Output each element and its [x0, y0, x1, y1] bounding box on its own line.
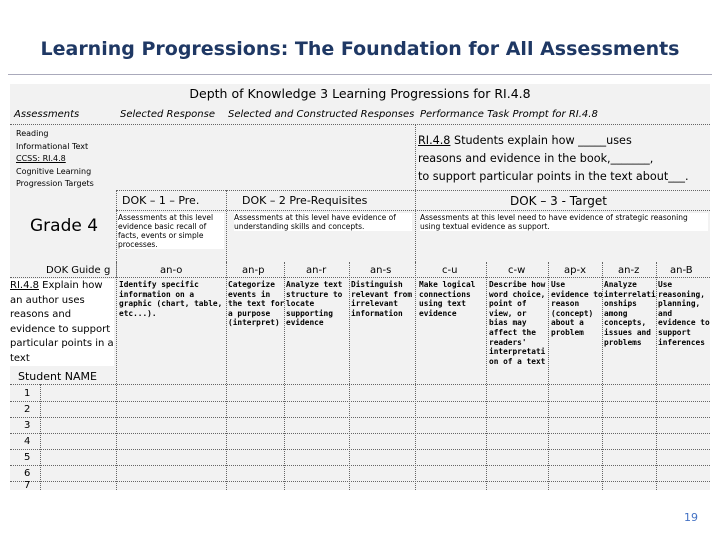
skill-an-p: Categorize events in the text for a purpose (interpret) — [228, 280, 285, 328]
divider — [10, 465, 710, 466]
divider — [10, 417, 710, 418]
dok3-description: Assessments at this level need to have evidence of strategic reasoning using textual evidence as support. — [420, 213, 708, 231]
skill-an-z: Analyze interrelati onships among concepts, issues and problems — [604, 280, 656, 347]
skill-an-b: Use reasoning, planning, and evidence to support inferences — [658, 280, 710, 347]
standard-cell — [10, 279, 114, 366]
code-an-r: an-r — [306, 265, 327, 276]
skill-c-u: Make logical connections using text evidence — [419, 280, 476, 318]
divider — [656, 262, 657, 490]
standard-text: Explain how an author uses reasons and evidence to support particular points in a text — [10, 280, 114, 364]
row-number: 1 — [24, 388, 31, 399]
header-selected-response: Selected Response — [120, 109, 216, 120]
standard-code: RI.4.8 — [10, 280, 39, 291]
prompt-line-3: to support particular points in the text about___. — [418, 170, 689, 183]
row-number: 2 — [24, 404, 31, 415]
header-performance-task: Performance Task Prompt for RI.4.8 — [420, 109, 598, 120]
performance-prompt — [418, 132, 708, 186]
student-name-header: Student NAME — [18, 370, 97, 383]
skill-an-o: Identify specific information on a graphic (chart, table, etc...). — [119, 280, 223, 318]
prompt-line-1: Students explain how _____uses — [450, 134, 632, 147]
code-an-s: an-s — [370, 265, 392, 276]
divider — [116, 262, 117, 490]
divider — [415, 124, 416, 262]
divider — [116, 210, 710, 211]
header-assessments: Assessments — [14, 109, 80, 120]
divider — [40, 384, 41, 490]
info-line: Cognitive Learning — [16, 166, 92, 176]
divider — [602, 262, 603, 490]
standard-info — [16, 128, 116, 191]
info-line: Informational Text — [16, 141, 89, 151]
prompt-code: RI.4.8 — [418, 134, 451, 147]
divider — [10, 449, 710, 450]
divider — [10, 124, 710, 125]
dok2-header: DOK – 2 Pre-Requisites — [242, 194, 368, 207]
row-number: 7 — [24, 480, 31, 491]
row-number: 6 — [24, 468, 31, 479]
divider — [415, 262, 416, 490]
skill-an-s: Distinguish relevant from irrelevant information — [351, 280, 413, 318]
divider — [349, 262, 350, 490]
code-an-p: an-p — [242, 265, 265, 276]
dok-guide-g: g — [104, 265, 111, 276]
title-divider — [8, 74, 712, 75]
row-number: 5 — [24, 452, 31, 463]
divider — [116, 190, 117, 262]
divider — [10, 433, 710, 434]
code-an-o: an-o — [160, 265, 183, 276]
divider — [10, 277, 710, 278]
slide-title: Learning Progressions: The Foundation for All Assessments — [40, 38, 680, 60]
dok1-description: Assessments at this level evidence basic recall of facts, events or simple processes. — [118, 213, 224, 249]
page-number: 19 — [684, 511, 698, 524]
info-line: Progression Targets — [16, 179, 94, 188]
divider — [548, 262, 549, 490]
skill-c-w: Describe how word choice, point of view, or bias may affect the readers' interpretati on of a text — [489, 280, 546, 366]
divider — [486, 262, 487, 490]
code-c-u: c-u — [442, 265, 458, 276]
code-an-b: an-B — [670, 265, 693, 276]
row-number: 4 — [24, 436, 31, 447]
dok2-description: Assessments at this level have evidence of understanding skills and concepts. — [234, 213, 412, 231]
divider — [10, 401, 710, 402]
code-ap-x: ap-x — [564, 265, 587, 276]
skill-ap-x: Use evidence to reason (concept) about a problem — [551, 280, 603, 337]
divider — [226, 262, 227, 490]
table-title: Depth of Knowledge 3 Learning Progressions for RI.4.8 — [189, 86, 531, 101]
divider — [10, 481, 710, 482]
dok3-header: DOK – 3 - Target — [510, 194, 607, 208]
dok1-header: DOK – 1 – Pre. — [122, 194, 200, 207]
info-line: CCSS: RI.4.8 — [16, 154, 66, 163]
header-selected-constructed: Selected and Constructed Responses — [228, 109, 415, 120]
info-line: Reading — [16, 129, 49, 138]
divider — [284, 262, 285, 490]
row-number: 3 — [24, 420, 31, 431]
divider — [226, 190, 227, 262]
dok-guide-label: DOK Guide — [46, 265, 101, 276]
code-an-z: an-z — [618, 265, 640, 276]
code-c-w: c-w — [508, 265, 526, 276]
skill-an-r: Analyze text structure to locate supporting evidence — [286, 280, 343, 328]
divider — [10, 384, 710, 385]
divider — [116, 190, 710, 191]
prompt-line-2: reasons and evidence in the book,_______, — [418, 152, 654, 165]
grade-label: Grade 4 — [30, 216, 99, 236]
